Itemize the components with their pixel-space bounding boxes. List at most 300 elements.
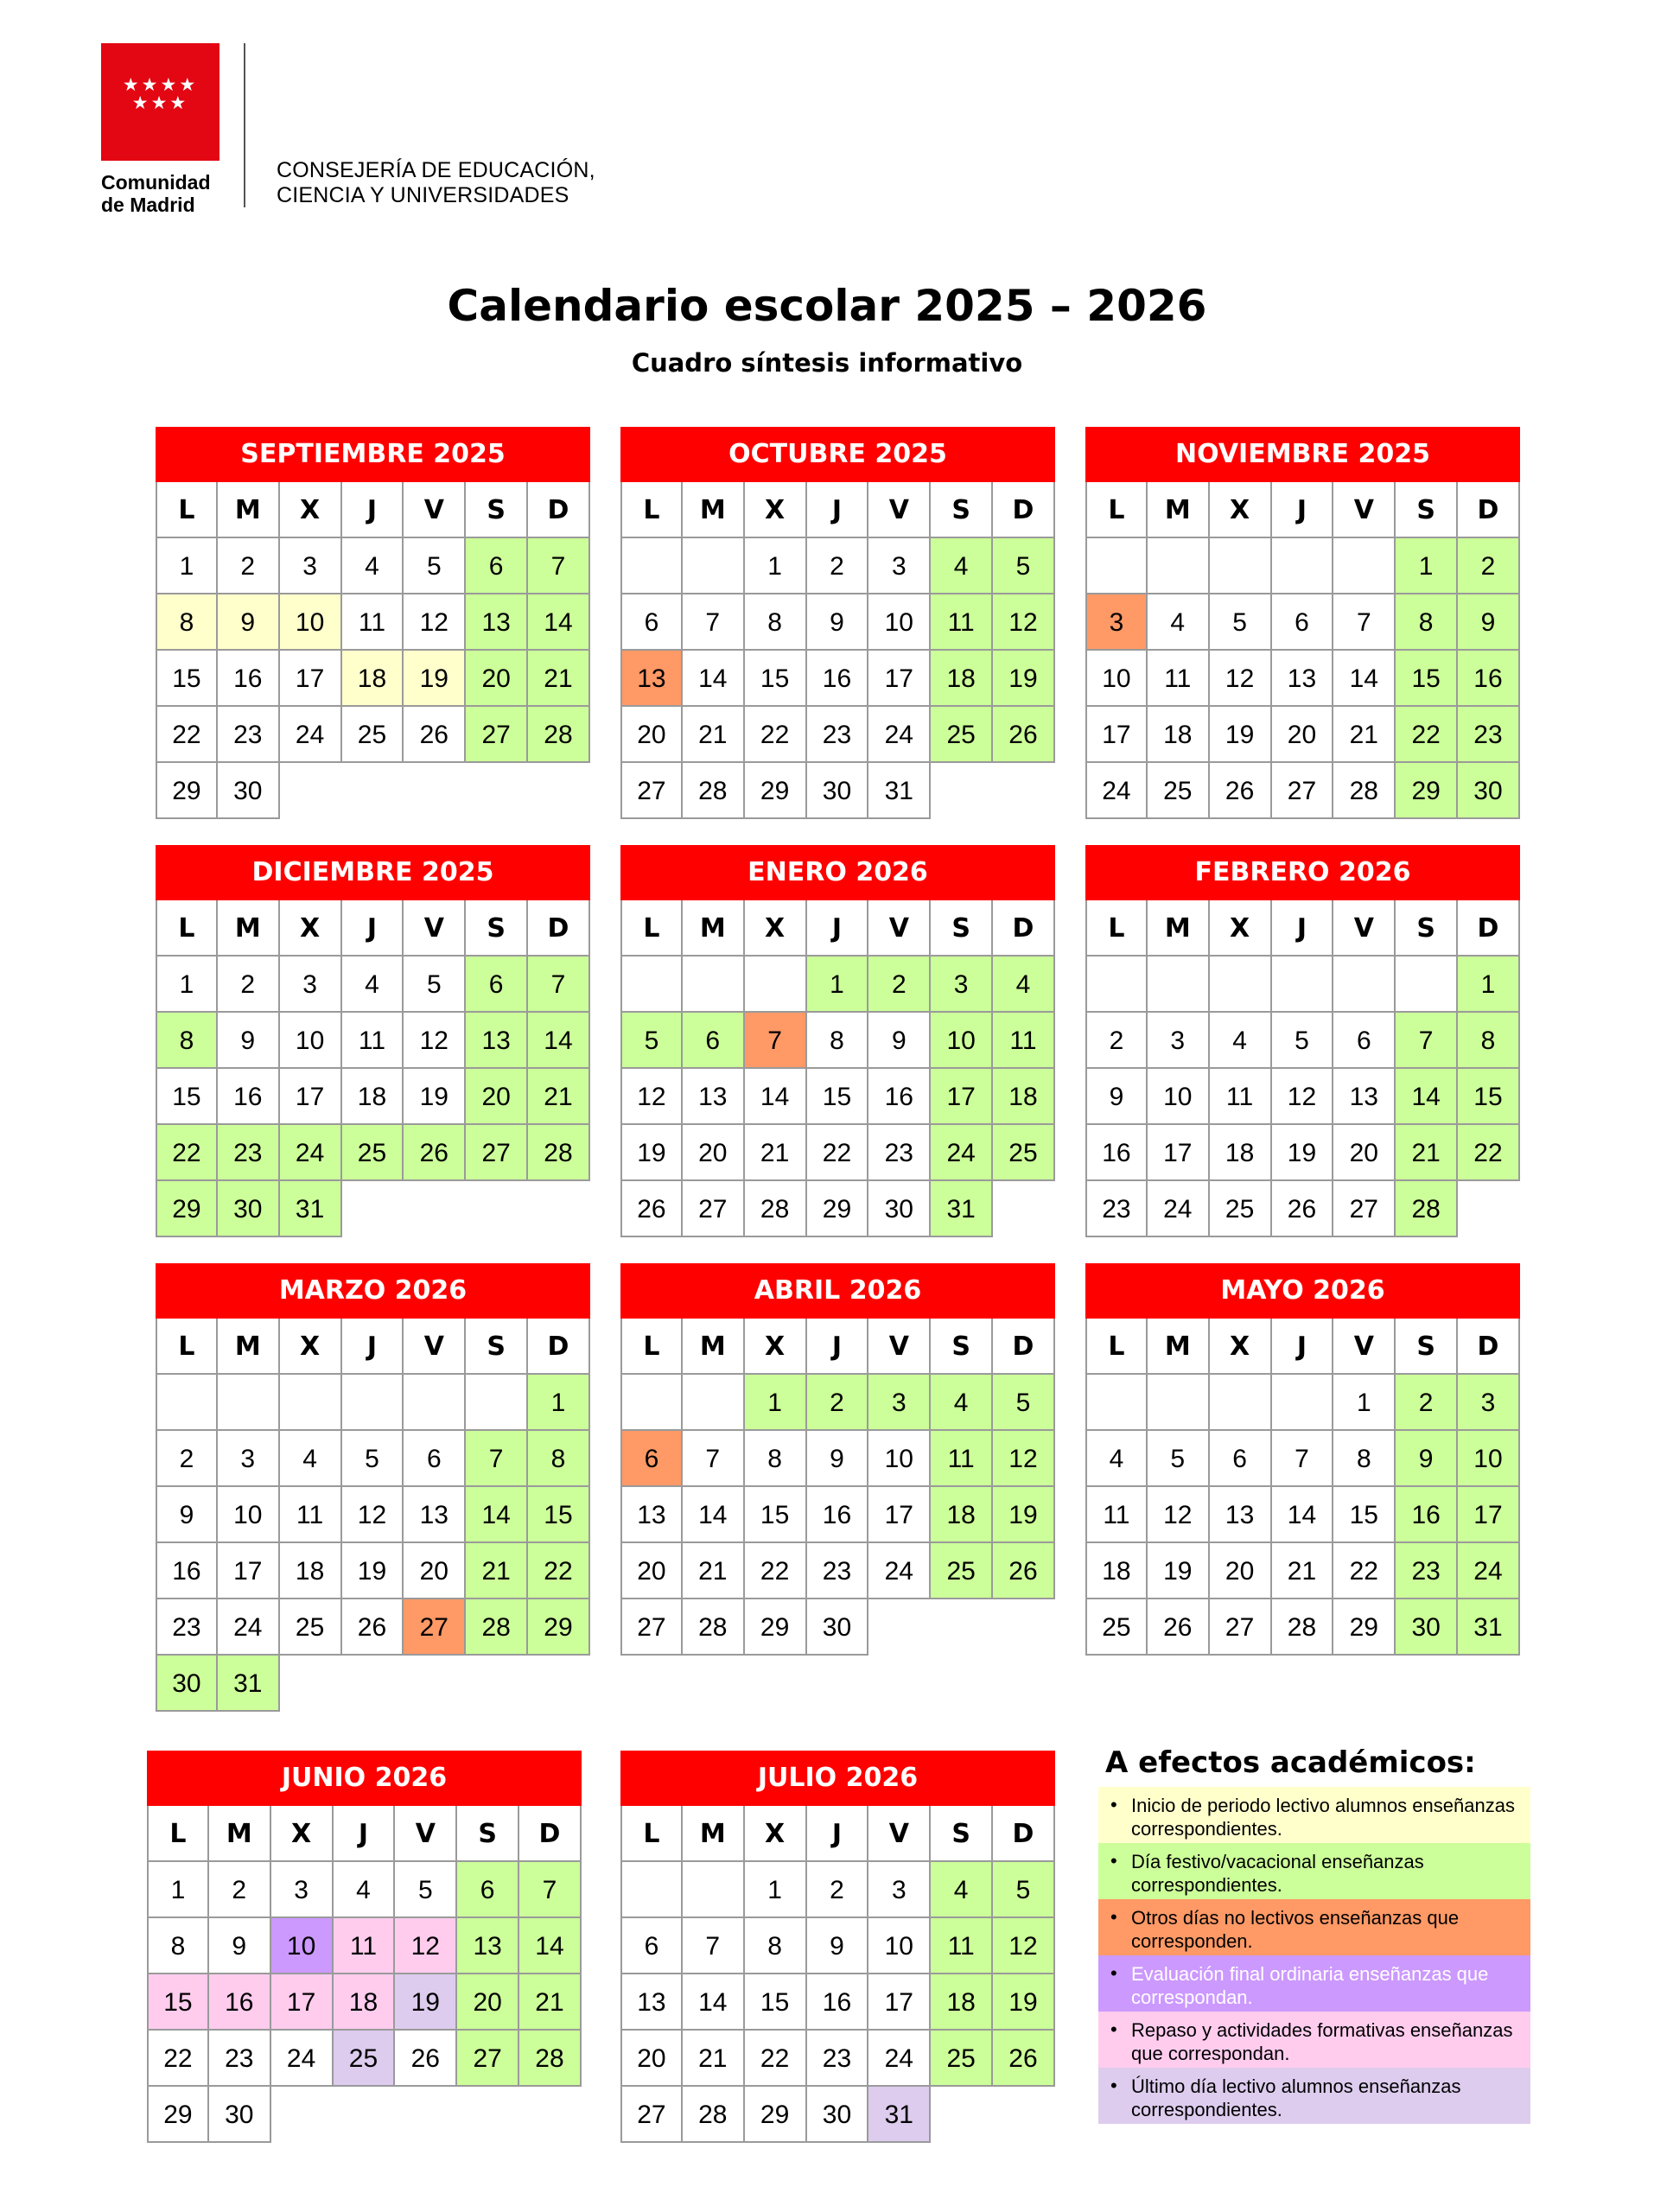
day-cell: 18: [280, 1543, 342, 1599]
weekday-label: S: [931, 1319, 993, 1375]
day-cell: 19: [993, 1974, 1055, 2031]
legend-bullet: •: [1110, 2018, 1117, 2040]
day-cell: 14: [466, 1487, 528, 1543]
day-cell: 28: [1396, 1181, 1458, 1237]
day-cell: 21: [745, 1125, 807, 1181]
day-cell: 10: [931, 1013, 993, 1069]
month-grid: [620, 1319, 1055, 1656]
day-cell: 29: [745, 1599, 807, 1656]
month-grid: [1085, 482, 1520, 819]
day-cell: 30: [807, 2087, 869, 2143]
empty-trailing-cell: [466, 763, 528, 819]
weekday-label: L: [620, 900, 683, 957]
weekday-label: S: [931, 482, 993, 538]
empty-trailing-cell: [528, 1656, 590, 1712]
empty-trailing-cell: [404, 763, 466, 819]
legend-bullet: •: [1110, 1962, 1117, 1984]
day-cell: 5: [342, 1431, 404, 1487]
empty-day-cell: [1148, 538, 1210, 594]
day-cell: 13: [466, 1013, 528, 1069]
day-cell: 15: [156, 651, 218, 707]
day-cell: 11: [1085, 1487, 1148, 1543]
day-cell: 21: [466, 1543, 528, 1599]
day-cell: 30: [156, 1656, 218, 1712]
day-cell: 27: [1210, 1599, 1272, 1656]
day-cell: 1: [807, 957, 869, 1013]
empty-day-cell: [1085, 538, 1148, 594]
day-cell: 22: [156, 707, 218, 763]
day-cell: 22: [528, 1543, 590, 1599]
day-cell: 13: [1210, 1487, 1272, 1543]
empty-trailing-cell: [280, 1656, 342, 1712]
empty-day-cell: [620, 538, 683, 594]
day-cell: 21: [683, 2031, 745, 2087]
day-cell: 22: [1333, 1543, 1396, 1599]
day-cell: 10: [280, 1013, 342, 1069]
header-divider: [244, 43, 245, 207]
day-cell: 9: [1396, 1431, 1458, 1487]
day-cell: 1: [745, 1375, 807, 1431]
day-cell: 4: [342, 538, 404, 594]
weekday-label: V: [404, 900, 466, 957]
empty-day-cell: [218, 1375, 280, 1431]
empty-trailing-cell: [1458, 1181, 1520, 1237]
month-grid: [1085, 900, 1520, 1237]
empty-day-cell: [683, 957, 745, 1013]
weekday-label: S: [466, 900, 528, 957]
day-cell: 14: [683, 1487, 745, 1543]
day-cell: 19: [404, 651, 466, 707]
day-cell: 7: [519, 1862, 582, 1918]
empty-trailing-cell: [280, 763, 342, 819]
day-cell: 12: [993, 594, 1055, 651]
legend-list: [1098, 1787, 1530, 2124]
day-cell: 2: [807, 1375, 869, 1431]
day-cell: 22: [745, 1543, 807, 1599]
day-cell: 24: [1085, 763, 1148, 819]
day-cell: 2: [156, 1431, 218, 1487]
day-cell: 11: [1148, 651, 1210, 707]
day-cell: 14: [1272, 1487, 1334, 1543]
day-cell: 15: [745, 1974, 807, 2031]
comunidad-de-madrid-logo: [101, 43, 222, 216]
weekday-label: V: [868, 1319, 931, 1375]
legend-bullet: •: [1110, 1794, 1117, 1815]
day-cell: 25: [334, 2031, 396, 2087]
day-cell: 3: [868, 1862, 931, 1918]
day-cell: 4: [1085, 1431, 1148, 1487]
day-cell: 28: [528, 1125, 590, 1181]
day-cell: 12: [1210, 651, 1272, 707]
day-cell: 12: [993, 1918, 1055, 1974]
day-cell: 5: [404, 538, 466, 594]
empty-day-cell: [1210, 1375, 1272, 1431]
day-cell: 28: [1333, 763, 1396, 819]
day-cell: 28: [466, 1599, 528, 1656]
day-cell: 12: [404, 1013, 466, 1069]
day-cell: 9: [1458, 594, 1520, 651]
month-calendar-julio: [620, 1751, 1055, 2143]
day-cell: 19: [404, 1069, 466, 1125]
weekday-label: S: [466, 1319, 528, 1375]
day-cell: 17: [868, 651, 931, 707]
weekday-label: J: [1272, 482, 1334, 538]
day-cell: 14: [683, 1974, 745, 2031]
day-cell: 10: [868, 594, 931, 651]
weekday-label: V: [404, 1319, 466, 1375]
day-cell: 4: [931, 1862, 993, 1918]
day-cell: 5: [395, 1862, 457, 1918]
empty-day-cell: [156, 1375, 218, 1431]
day-cell: 10: [868, 1918, 931, 1974]
day-cell: 25: [1085, 1599, 1148, 1656]
day-cell: 10: [218, 1487, 280, 1543]
day-cell: 15: [1333, 1487, 1396, 1543]
day-cell: 16: [807, 1974, 869, 2031]
empty-trailing-cell: [271, 2087, 334, 2143]
day-cell: 11: [280, 1487, 342, 1543]
day-cell: 17: [1458, 1487, 1520, 1543]
day-cell: 8: [1458, 1013, 1520, 1069]
day-cell: 26: [993, 707, 1055, 763]
weekday-label: L: [620, 1319, 683, 1375]
day-cell: 3: [868, 1375, 931, 1431]
month-grid: [156, 1319, 590, 1712]
weekday-label: M: [1148, 482, 1210, 538]
day-cell: 5: [993, 1375, 1055, 1431]
day-cell: 1: [147, 1862, 209, 1918]
day-cell: 6: [1333, 1013, 1396, 1069]
weekday-label: S: [931, 900, 993, 957]
day-cell: 29: [528, 1599, 590, 1656]
weekday-label: X: [745, 482, 807, 538]
empty-day-cell: [1085, 1375, 1148, 1431]
empty-day-cell: [1333, 538, 1396, 594]
day-cell: 26: [404, 1125, 466, 1181]
month-header: MAYO 2026: [1085, 1263, 1520, 1319]
day-cell: 15: [1458, 1069, 1520, 1125]
legend: [1098, 1744, 1530, 2124]
day-cell: 18: [931, 1487, 993, 1543]
weekday-label: J: [807, 900, 869, 957]
day-cell: 18: [1148, 707, 1210, 763]
weekday-label: J: [342, 482, 404, 538]
day-cell: 3: [280, 957, 342, 1013]
day-cell: 10: [271, 1918, 334, 1974]
day-cell: 2: [868, 957, 931, 1013]
day-cell: 31: [1458, 1599, 1520, 1656]
day-cell: 18: [334, 1974, 396, 2031]
month-grid: [620, 482, 1055, 819]
empty-trailing-cell: [528, 1181, 590, 1237]
day-cell: 27: [466, 707, 528, 763]
weekday-label: L: [156, 900, 218, 957]
month-header: SEPTIEMBRE 2025: [156, 427, 590, 482]
day-cell: 23: [1396, 1543, 1458, 1599]
empty-trailing-cell: [931, 2087, 993, 2143]
day-cell: 29: [156, 1181, 218, 1237]
day-cell: 24: [280, 707, 342, 763]
weekday-label: M: [1148, 900, 1210, 957]
day-cell: 12: [404, 594, 466, 651]
month-grid: [1085, 1319, 1520, 1656]
day-cell: 5: [993, 1862, 1055, 1918]
day-cell: 22: [745, 707, 807, 763]
day-cell: 21: [528, 651, 590, 707]
month-header: ENERO 2026: [620, 845, 1055, 900]
day-cell: 4: [342, 957, 404, 1013]
day-cell: 24: [868, 1543, 931, 1599]
day-cell: 2: [807, 538, 869, 594]
day-cell: 8: [147, 1918, 209, 1974]
day-cell: 17: [931, 1069, 993, 1125]
legend-item: [1098, 1955, 1530, 2012]
day-cell: 30: [868, 1181, 931, 1237]
day-cell: 4: [280, 1431, 342, 1487]
weekday-label: D: [528, 900, 590, 957]
month-header: DICIEMBRE 2025: [156, 845, 590, 900]
empty-day-cell: [1272, 957, 1334, 1013]
day-cell: 14: [519, 1918, 582, 1974]
weekday-label: D: [993, 900, 1055, 957]
empty-trailing-cell: [931, 1599, 993, 1656]
day-cell: 31: [868, 2087, 931, 2143]
day-cell: 16: [218, 1069, 280, 1125]
weekday-label: L: [156, 482, 218, 538]
day-cell: 13: [683, 1069, 745, 1125]
weekday-label: X: [745, 900, 807, 957]
weekday-label: D: [1458, 900, 1520, 957]
day-cell: 14: [528, 1013, 590, 1069]
month-grid: [147, 1806, 582, 2143]
day-cell: 24: [1148, 1181, 1210, 1237]
day-cell: 22: [1458, 1125, 1520, 1181]
day-cell: 29: [1396, 763, 1458, 819]
day-cell: 13: [620, 1974, 683, 2031]
empty-day-cell: [1210, 957, 1272, 1013]
day-cell: 28: [519, 2031, 582, 2087]
empty-day-cell: [683, 538, 745, 594]
legend-item: [1098, 1787, 1530, 1843]
day-cell: 15: [528, 1487, 590, 1543]
day-cell: 27: [1333, 1181, 1396, 1237]
day-cell: 17: [868, 1487, 931, 1543]
day-cell: 5: [1210, 594, 1272, 651]
day-cell: 8: [745, 1918, 807, 1974]
day-cell: 3: [280, 538, 342, 594]
day-cell: 24: [280, 1125, 342, 1181]
weekday-label: M: [683, 900, 745, 957]
legend-title: A efectos académicos:: [1105, 1745, 1476, 1780]
weekday-label: J: [1272, 1319, 1334, 1375]
empty-trailing-cell: [334, 2087, 396, 2143]
day-cell: 22: [156, 1125, 218, 1181]
day-cell: 27: [683, 1181, 745, 1237]
day-cell: 28: [683, 763, 745, 819]
day-cell: 19: [1210, 707, 1272, 763]
empty-trailing-cell: [993, 763, 1055, 819]
day-cell: 1: [1396, 538, 1458, 594]
weekday-label: X: [745, 1806, 807, 1862]
day-cell: 12: [993, 1431, 1055, 1487]
day-cell: 17: [280, 651, 342, 707]
day-cell: 15: [745, 651, 807, 707]
day-cell: 2: [1458, 538, 1520, 594]
empty-trailing-cell: [404, 1656, 466, 1712]
day-cell: 29: [147, 2087, 209, 2143]
empty-day-cell: [683, 1375, 745, 1431]
day-cell: 21: [683, 1543, 745, 1599]
day-cell: 20: [1210, 1543, 1272, 1599]
day-cell: 21: [1396, 1125, 1458, 1181]
day-cell: 26: [1210, 763, 1272, 819]
day-cell: 5: [1272, 1013, 1334, 1069]
page-subtitle: Cuadro síntesis informativo: [631, 348, 1023, 378]
day-cell: 17: [868, 1974, 931, 2031]
day-cell: 4: [993, 957, 1055, 1013]
day-cell: 19: [993, 1487, 1055, 1543]
day-cell: 20: [620, 1543, 683, 1599]
day-cell: 13: [457, 1918, 519, 1974]
department-line-1: CONSEJERÍA DE EDUCACIÓN,: [277, 158, 595, 182]
day-cell: 15: [807, 1069, 869, 1125]
month-grid: [156, 482, 590, 819]
day-cell: 23: [868, 1125, 931, 1181]
day-cell: 28: [528, 707, 590, 763]
day-cell: 5: [993, 538, 1055, 594]
day-cell: 30: [218, 763, 280, 819]
empty-day-cell: [683, 1862, 745, 1918]
day-cell: 26: [993, 2031, 1055, 2087]
empty-trailing-cell: [993, 2087, 1055, 2143]
day-cell: 18: [931, 651, 993, 707]
day-cell: 13: [620, 651, 683, 707]
month-header: FEBRERO 2026: [1085, 845, 1520, 900]
legend-text: Día festivo/vacacional enseñanzas correspondientes.: [1131, 1851, 1424, 1896]
weekday-label: D: [993, 1806, 1055, 1862]
day-cell: 25: [280, 1599, 342, 1656]
weekday-label: S: [931, 1806, 993, 1862]
empty-trailing-cell: [404, 1181, 466, 1237]
day-cell: 8: [1333, 1431, 1396, 1487]
weekday-label: V: [1333, 482, 1396, 538]
day-cell: 18: [1210, 1125, 1272, 1181]
day-cell: 11: [931, 594, 993, 651]
weekday-label: M: [683, 1806, 745, 1862]
day-cell: 26: [620, 1181, 683, 1237]
day-cell: 10: [868, 1431, 931, 1487]
day-cell: 9: [218, 594, 280, 651]
day-cell: 20: [466, 1069, 528, 1125]
day-cell: 23: [209, 2031, 271, 2087]
day-cell: 26: [1272, 1181, 1334, 1237]
empty-day-cell: [620, 957, 683, 1013]
empty-trailing-cell: [466, 1181, 528, 1237]
day-cell: 30: [1458, 763, 1520, 819]
day-cell: 8: [745, 1431, 807, 1487]
day-cell: 21: [519, 1974, 582, 2031]
day-cell: 25: [342, 707, 404, 763]
day-cell: 1: [528, 1375, 590, 1431]
day-cell: 31: [868, 763, 931, 819]
day-cell: 12: [1272, 1069, 1334, 1125]
day-cell: 2: [807, 1862, 869, 1918]
weekday-label: V: [1333, 1319, 1396, 1375]
weekday-label: X: [1210, 482, 1272, 538]
month-header: JULIO 2026: [620, 1751, 1055, 1806]
day-cell: 31: [218, 1656, 280, 1712]
day-cell: 20: [1272, 707, 1334, 763]
empty-trailing-cell: [993, 1181, 1055, 1237]
weekday-label: D: [993, 1319, 1055, 1375]
day-cell: 23: [807, 1543, 869, 1599]
weekday-label: X: [280, 900, 342, 957]
day-cell: 11: [342, 594, 404, 651]
day-cell: 11: [342, 1013, 404, 1069]
weekday-label: S: [1396, 900, 1458, 957]
day-cell: 20: [466, 651, 528, 707]
empty-day-cell: [404, 1375, 466, 1431]
day-cell: 28: [683, 2087, 745, 2143]
department-name: [277, 158, 595, 208]
weekday-label: M: [218, 482, 280, 538]
day-cell: 3: [931, 957, 993, 1013]
day-cell: 6: [683, 1013, 745, 1069]
day-cell: 7: [528, 538, 590, 594]
day-cell: 28: [1272, 1599, 1334, 1656]
day-cell: 30: [218, 1181, 280, 1237]
weekday-label: X: [280, 1319, 342, 1375]
day-cell: 17: [1085, 707, 1148, 763]
day-cell: 16: [209, 1974, 271, 2031]
weekday-label: M: [218, 1319, 280, 1375]
day-cell: 30: [1396, 1599, 1458, 1656]
day-cell: 20: [620, 707, 683, 763]
day-cell: 13: [404, 1487, 466, 1543]
day-cell: 1: [156, 957, 218, 1013]
day-cell: 6: [1210, 1431, 1272, 1487]
day-cell: 4: [931, 538, 993, 594]
day-cell: 6: [620, 594, 683, 651]
day-cell: 1: [1458, 957, 1520, 1013]
empty-day-cell: [1148, 957, 1210, 1013]
day-cell: 23: [218, 1125, 280, 1181]
weekday-label: X: [745, 1319, 807, 1375]
day-cell: 4: [1148, 594, 1210, 651]
weekday-label: J: [342, 900, 404, 957]
day-cell: 3: [218, 1431, 280, 1487]
day-cell: 10: [280, 594, 342, 651]
weekday-label: S: [1396, 1319, 1458, 1375]
day-cell: 14: [745, 1069, 807, 1125]
day-cell: 1: [745, 538, 807, 594]
empty-day-cell: [280, 1375, 342, 1431]
day-cell: 17: [1148, 1125, 1210, 1181]
day-cell: 12: [620, 1069, 683, 1125]
legend-item: [1098, 1899, 1530, 1955]
day-cell: 16: [868, 1069, 931, 1125]
day-cell: 7: [683, 594, 745, 651]
day-cell: 6: [620, 1918, 683, 1974]
weekday-label: X: [1210, 1319, 1272, 1375]
weekday-label: S: [1396, 482, 1458, 538]
day-cell: 14: [683, 651, 745, 707]
day-cell: 21: [1333, 707, 1396, 763]
day-cell: 7: [683, 1431, 745, 1487]
weekday-label: J: [807, 1806, 869, 1862]
weekday-label: D: [993, 482, 1055, 538]
day-cell: 3: [1085, 594, 1148, 651]
